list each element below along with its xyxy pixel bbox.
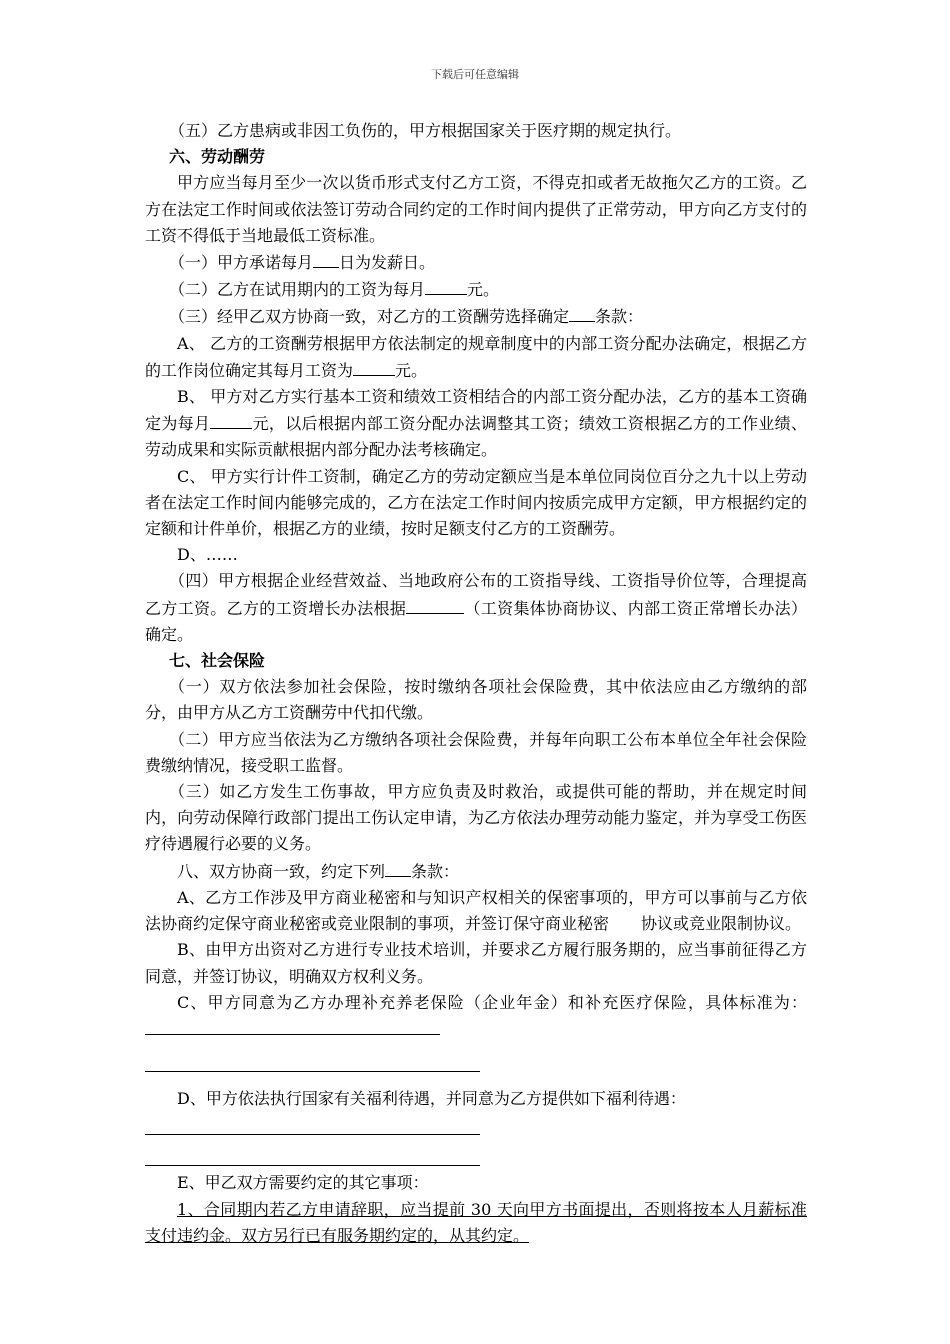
- paragraph-insurance-1: （一）双方依法参加社会保险，按时缴纳各项社会保险费，其中依法应由乙方缴纳的部分，由甲方从乙方工资酬劳中代扣代缴。: [145, 677, 807, 723]
- clause-c-piecework: C、 甲方实行计件工资制，确定乙方的劳动定额应当是本单位同岗位百分之九十以上劳动者在法定工作时间内能够完成的，乙方在法定工作时间内按质完成甲方定额，甲方根据约定的定额和计件单价，根据乙方的业绩，按时足额支付乙方的工资酬劳。: [145, 466, 807, 539]
- paragraph-insurance-3: （三）如乙方发生工伤事故，甲方应负责及时救治，或提供可能的帮助，并在规定时间内，向劳动保障行政部门提出工伤认定申请，为乙方依法办理劳动能力鉴定，并为享受工伤医疗待遇履行必要的义务。: [145, 782, 807, 854]
- probation-text: （二）乙方在试用期内的工资为每月: [169, 280, 426, 300]
- payday-text-end: 日为发薪日。: [339, 253, 436, 273]
- payday-blank[interactable]: [313, 249, 339, 268]
- heading-8-text: 八、双方协商一致，约定下列: [177, 861, 386, 881]
- clause-8-e-1: 1、合同期内若乙方申请辞职，应当提前 30 天向甲方书面提出，否则将按本人月薪标准支付违约金。双方另行已有服务期约定的，从其约定。: [145, 1199, 807, 1245]
- clause-8-e: E、甲乙双方需要约定的其它事项：: [177, 1173, 429, 1193]
- wage-increase-text-end: （工资集体协商协议、内部工资正常增长办法）确定。: [145, 598, 807, 644]
- paragraph-medical-period: （五）乙方患病或非因工负伤的，甲方根据国家关于医疗期的规定执行。: [169, 121, 682, 140]
- clause-b-wage: [145, 384, 807, 464]
- wage-option-text: （三）经甲乙双方协商一致，对乙方的工资酬劳选择确定: [169, 307, 570, 327]
- clause-8-d: D、甲方依法执行国家有关福利待遇，并同意为乙方提供如下福利待遇：: [177, 1089, 686, 1109]
- wage-increase-blank[interactable]: [406, 595, 464, 614]
- probation-text-end: 元。: [467, 280, 500, 300]
- blank-line-2[interactable]: [145, 1112, 480, 1135]
- clause-d-ellipsis: D、……: [177, 545, 238, 565]
- clause-a-blank[interactable]: [353, 357, 395, 376]
- heading-8-text-end: 条款：: [411, 861, 460, 881]
- payday-text: （一）甲方承诺每月: [169, 253, 314, 273]
- clause-8-c-blank[interactable]: [145, 1016, 440, 1035]
- wage-option-text-end: 条款：: [595, 307, 644, 327]
- probation-wage-blank[interactable]: [425, 276, 467, 295]
- paragraph-wage-payment: 甲方应当每月至少一次以货币形式支付乙方工资，不得克扣或者无故拖欠乙方的工资。乙方在法定工作时间或依法签订劳动合同约定的工作时间内提供了正常劳动，甲方向乙方支付的工资不得低于当地最低工资标准。: [145, 173, 807, 245]
- document-body: [145, 118, 807, 1249]
- clause-b-text: B、 甲方对乙方实行基本工资和绩效工资相结合的内部工资分配办法，乙方的基本工资确定为每月: [145, 387, 807, 434]
- paragraph-wage-option: [145, 303, 807, 330]
- clause-a-wage: [145, 331, 807, 384]
- section-heading-6: 六、劳动酬劳: [169, 147, 266, 167]
- section-heading-7: 七、社会保险: [169, 651, 266, 671]
- page-header: 下载后可任意编辑: [431, 68, 519, 81]
- clause-b-blank[interactable]: [210, 410, 252, 429]
- clause-b-text-end: 元，以后根据内部工资分配办法调整其工资；绩效工资根据乙方的工作业绩、劳动成果和实际贡献根据内部分配办法考核确定。: [145, 414, 807, 460]
- blank-line-3[interactable]: [145, 1143, 480, 1166]
- wage-option-blank[interactable]: [569, 303, 595, 322]
- paragraph-insurance-2: （二）甲方应当依法为乙方缴纳各项社会保险费，并每年向职工公布本单位全年社会保险费缴纳情况，接受职工监督。: [145, 729, 807, 775]
- clause-8-b: B、由甲方出资对乙方进行专业技术培训，并要求乙方履行服务期的，应当事前征得乙方同意，并签订协议，明确双方权利义务。: [145, 940, 807, 986]
- clause-a-text: A、 乙方的工资酬劳根据甲方依法制定的规章制度中的内部工资分配办法确定，根据乙方的工作岗位确定其每月工资为: [145, 333, 807, 380]
- clause-8-c: [145, 990, 807, 1043]
- section-heading-8: [145, 858, 807, 885]
- clause-8-c-text: C、甲方同意为乙方办理补充养老保险（企业年金）和补充医疗保险，具体标准为：: [177, 992, 807, 1012]
- blank-line-1[interactable]: [145, 1045, 480, 1072]
- clause-8-a: A、乙方工作涉及甲方商业秘密和与知识产权相关的保密事项的，甲方可以事前与乙方依法协商约定保守商业秘密或竞业限制的事项，并签订保守商业秘密 协议或竞业限制协议。: [145, 887, 807, 934]
- heading-8-blank[interactable]: [385, 858, 411, 877]
- clause-a-text-end: 元。: [395, 360, 428, 380]
- wage-increase-text: （四）甲方根据企业经营效益、当地政府公布的工资指导线、工资指导价位等，合理提高乙方工资。乙方的工资增长办法根据: [145, 571, 807, 618]
- paragraph-payday: [145, 249, 807, 276]
- paragraph-wage-increase: [145, 568, 807, 648]
- paragraph-probation-wage: [145, 276, 807, 303]
